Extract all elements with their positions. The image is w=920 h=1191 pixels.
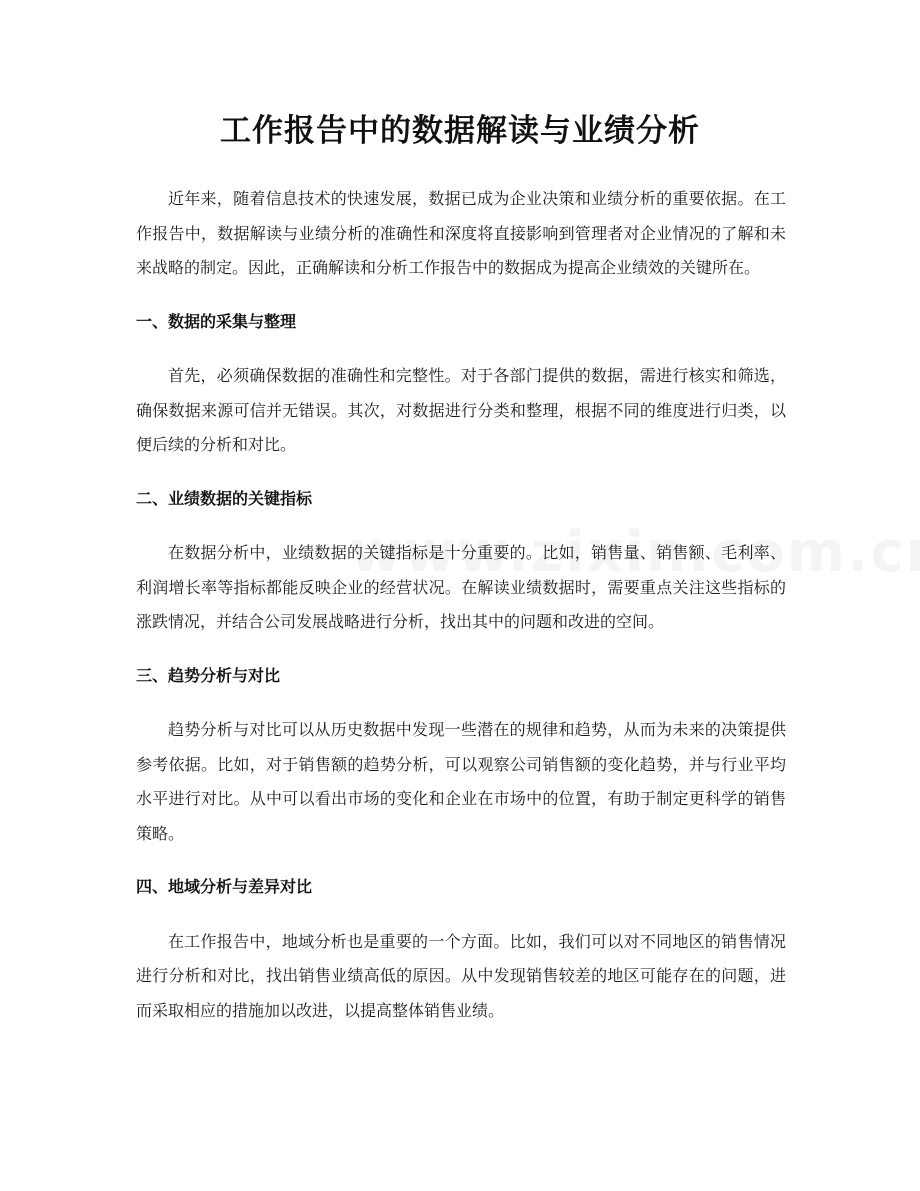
document-title: 工作报告中的数据解读与业绩分析 — [220, 113, 700, 149]
section-3-paragraph: 趋势分析与对比可以从历史数据中发现一些潜在的规律和趋势，从而为未来的决策提供参考依据。比如，对于销售额的趋势分析，可以观察公司销售额的变化趋势，并与行业平均水平进行对比。从中可以看出市场的变化和企业在市场中的位置，有助于制定更科学的销售策略。 — [136, 720, 786, 843]
section-2-paragraph: 在数据分析中，业绩数据的关键指标是十分重要的。比如，销售量、销售额、毛利率、利润增长率等指标都能反映企业的经营状况。在解读业绩数据时，需要重点关注这些指标的涨跌情况，并结合公司发展战略进行分析，找出其中的问题和改进的空间。 — [136, 543, 786, 631]
section-4-heading: 四、地域分析与差异对比 — [136, 877, 313, 896]
document-body — [136, 182, 786, 1028]
section-1-paragraph: 首先，必须确保数据的准确性和完整性。对于各部门提供的数据，需进行核实和筛选，确保数据来源可信并无错误。其次，对数据进行分类和整理，根据不同的维度进行归类，以便后续的分析和对比。 — [136, 366, 786, 454]
section-1-heading: 一、数据的采集与整理 — [136, 311, 297, 331]
section-4-paragraph: 在工作报告中，地域分析也是重要的一个方面。比如，我们可以对不同地区的销售情况进行分析和对比，找出销售业绩高低的原因。从中发现销售较差的地区可能存在的问题，进而采取相应的措施加以改进，以提高整体销售业绩。 — [136, 931, 786, 1020]
section-2-heading: 二、业绩数据的关键指标 — [136, 488, 313, 508]
intro-paragraph: 近年来，随着信息技术的快速发展，数据已成为企业决策和业绩分析的重要依据。在工作报告中，数据解读与业绩分析的准确性和深度将直接影响到管理者对企业情况的了解和未来战略的制定。因此，正确解读和分析工作报告中的数据成为提高企业绩效的关键所在。 — [136, 189, 786, 277]
section-3-heading: 三、趋势分析与对比 — [136, 665, 281, 685]
